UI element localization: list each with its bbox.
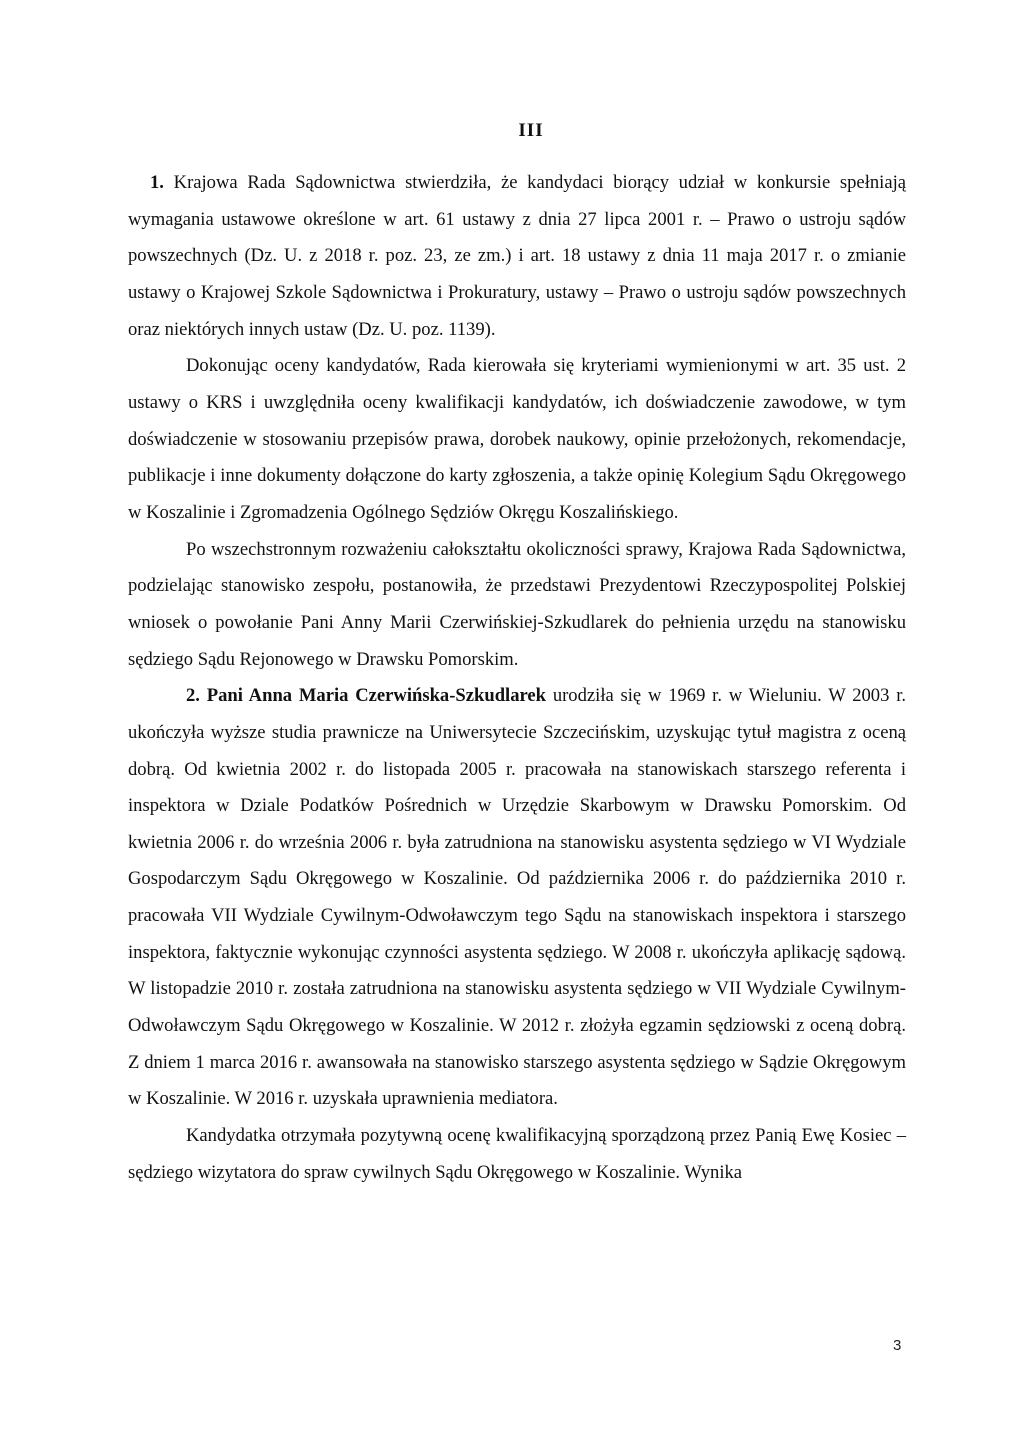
paragraph-number-2: 2. [186,685,200,707]
paragraph-1-text: Krajowa Rada Sądownictwa stwierdziła, że kandydaci biorący udział w konkursie spełniają wymagania ustawowe określone w art. 61 ustawy z dnia 27 lipca 2001 r. – Prawo o ustroju sądów powszechnych (Dz. U. z 2018 r. poz. 23, ze zm.) i art. 18 ustawy z dnia 11 maja 2017 r. o zmianie ustawy o Krajowej Szkole Sądownictwa i Prokuratury, ustawy – Prawo o ustroju sądów powszechnych oraz niektórych innych ustaw (Dz. U. poz. 1139). [128,172,906,340]
section-heading: III [518,120,544,141]
paragraph-2-text: Dokonując oceny kandydatów, Rada kierowała się kryteriami wymienionymi w art. 35 ust. 2 ustawy o KRS i uwzględniła oceny kwalifikacji kandydatów, ich doświadczenie zawodowe, w tym doświadczenie w stosowaniu przepisów prawa, dorobek naukowy, opinie przełożonych, rekomendacje, publikacje i inne dokumenty dołączone do karty zgłoszenia, a także opinię Kolegium Sądu Okręgowego w Koszalinie i Zgromadzenia Ogólnego Sędziów Okręgu Koszalińskiego. [128,355,906,523]
document-body [128,165,906,1191]
page-number: 3 [893,1337,902,1354]
paragraph-4-text: urodziła się w 1969 r. w Wieluniu. W 2003 r. ukończyła wyższe studia prawnicze na Uniwersytecie Szczecińskim, uzyskując tytuł magistra z oceną dobrą. Od kwietnia 2002 r. do listopada 2005 r. pracowała na stanowiskach starszego referenta i inspektora w Dziale Podatków Pośrednich w Urzędzie Skarbowym w Drawsku Pomorskim. Od kwietnia 2006 r. do września 2006 r. była zatrudniona na stanowisku asystenta sędziego w VI Wydziale Gospodarczym Sądu Okręgowego w Koszalinie. Od października 2006 r. do października 2010 r. pracowała VII Wydziale Cywilnym-Odwoławczym tego Sądu na stanowiskach inspektora i starszego inspektora, faktycznie wykonując czynności asystenta sędziego. W 2008 r. ukończyła aplikację sądową. W listopadzie 2010 r. została zatrudniona na stanowisku asystenta sędziego w VII Wydziale Cywilnym-Odwoławczym Sądu Okręgowego w Koszalinie. W 2012 r. złożyła egzamin sędziowski z oceną dobrą. Z dniem 1 marca 2016 r. awansowała na stanowisko starszego asystenta sędziego w Sądzie Okręgowym w Koszalinie. W 2016 r. uzyskała uprawnienia mediatora. [128,685,907,1110]
paragraph-number-1: 1. [150,172,164,193]
paragraph-5 [128,1118,906,1191]
paragraph-1 [128,165,906,348]
candidate-name: Pani Anna Maria Czerwińska-Szkudlarek [206,685,547,707]
paragraph-3-text: Po wszechstronnym rozważeniu całokształtu okoliczności sprawy, Krajowa Rada Sądownictwa, podzielając stanowisko zespołu, postanowiła, że przedstawi Prezydentowi Rzeczypospolitej Polskiej wniosek o powołanie Pani Anny Marii Czerwińskiej-Szkudlarek do pełnienia urzędu na stanowisku sędziego Sądu Rejonowego w Drawsku Pomorskim. [128,538,906,670]
paragraph-5-text: Kandydatka otrzymała pozytywną ocenę kwalifikacyjną sporządzoną przez Panią Ewę Kosiec – sędziego wizytatora do spraw cywilnych Sądu Okręgowego w Koszalinie. Wynika [128,1125,906,1183]
paragraph-4 [128,678,906,1118]
paragraph-2 [128,348,906,531]
paragraph-3 [128,532,906,679]
